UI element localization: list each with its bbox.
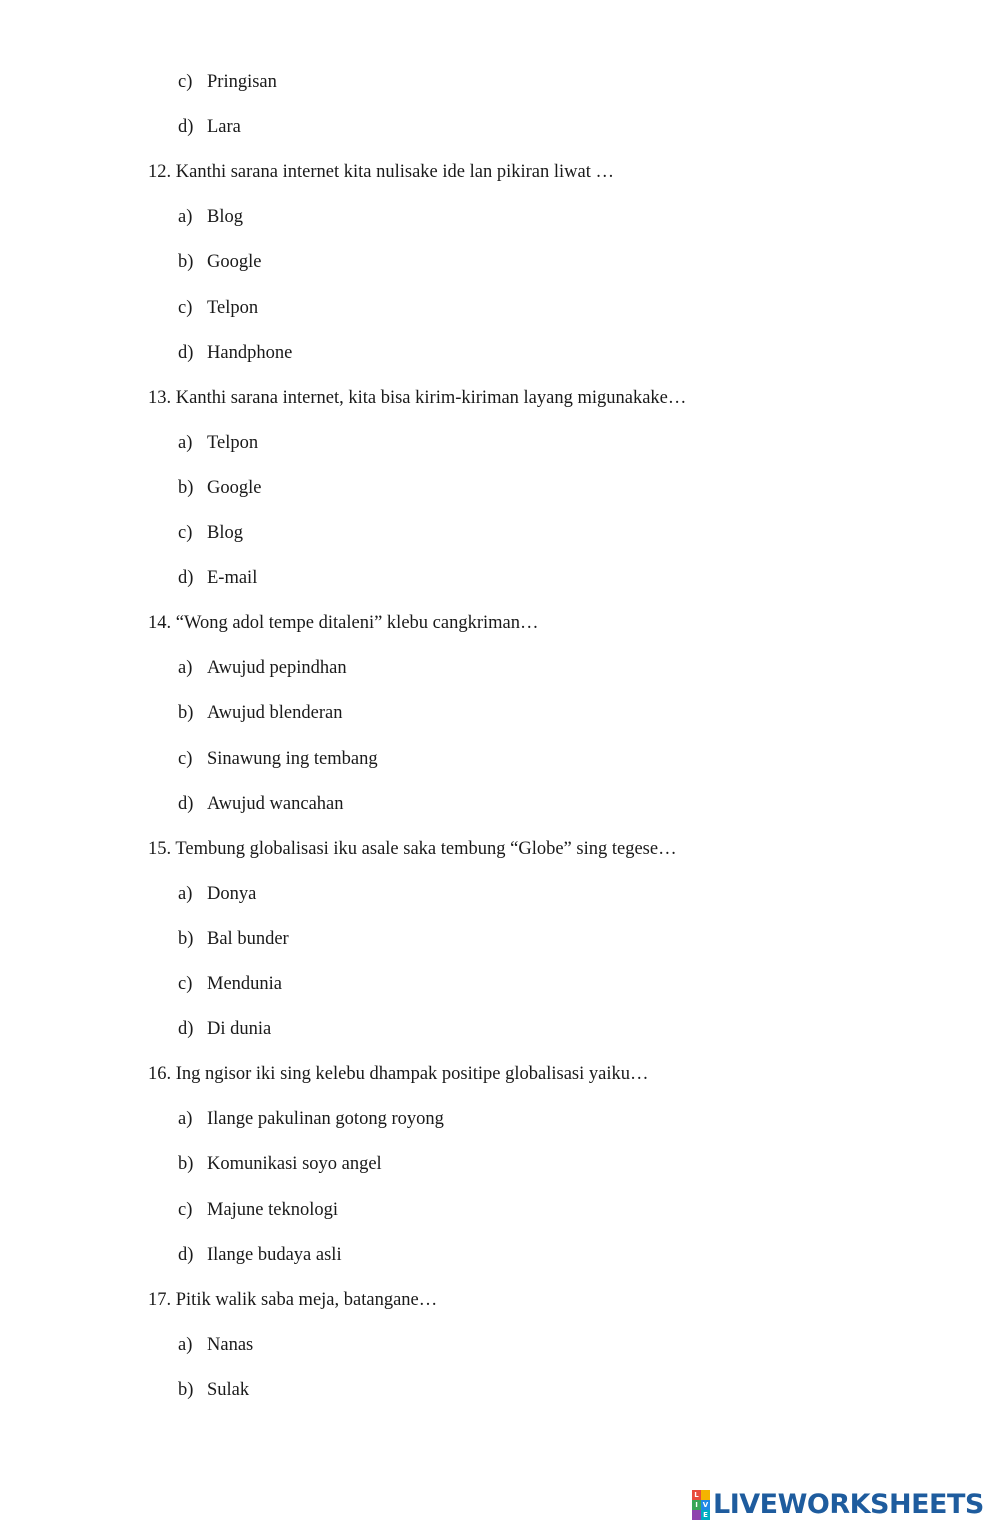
option-text: E-mail [207,568,258,588]
answer-option [178,1018,271,1040]
option-letter: c) [178,974,193,994]
option-letter: b) [178,1380,194,1400]
option-text: Awujud pepindhan [207,658,347,678]
option-text: Blog [207,523,243,543]
option-letter: c) [178,72,193,92]
option-letter: b) [178,1154,194,1174]
answer-option [178,432,258,454]
option-text: Pringisan [207,72,277,92]
option-letter: a) [178,207,193,227]
answer-option [178,297,258,319]
option-text: Blog [207,207,243,227]
answer-option [178,657,347,679]
option-letter: a) [178,1335,193,1355]
option-letter: a) [178,1109,193,1129]
option-letter: c) [178,749,193,769]
answer-option [178,702,342,724]
question-text: 14. “Wong adol tempe ditaleni” klebu cangkriman… [148,613,539,633]
option-text: Telpon [207,298,259,318]
option-text: Majune teknologi [207,1200,339,1220]
option-text: Awujud wancahan [207,794,344,814]
option-text: Sulak [207,1380,250,1400]
option-text: Google [207,252,262,272]
option-letter: c) [178,298,193,318]
logo-icon-cell: V [702,1501,709,1509]
option-letter: c) [178,523,193,543]
answer-option [178,748,378,770]
option-letter: d) [178,343,194,363]
option-text: Bal bunder [207,929,289,949]
answer-option [178,206,243,228]
answer-option [178,973,282,995]
option-letter: b) [178,929,194,949]
answer-option [178,71,277,93]
option-letter: b) [178,478,194,498]
option-letter: a) [178,658,193,678]
option-letter: a) [178,433,193,453]
answer-option [178,522,243,544]
option-text: Telpon [207,433,259,453]
question-text: 16. Ing ngisor iki sing kelebu dhampak positipe globalisasi yaiku… [148,1064,649,1084]
option-letter: d) [178,1245,194,1265]
option-letter: d) [178,117,194,137]
logo-icon-cell [692,1510,701,1520]
option-letter: b) [178,252,194,272]
answer-option [178,477,261,499]
liveworksheets-logo [692,1488,984,1522]
answer-option [178,251,261,273]
answer-option [178,342,292,364]
answer-option [178,116,241,138]
option-text: Nanas [207,1335,254,1355]
answer-option [178,793,344,815]
question-text: 12. Kanthi sarana internet kita nulisake ide lan pikiran liwat … [148,162,614,182]
answer-option [178,1244,342,1266]
question-text: 15. Tembung globalisasi iku asale saka tembung “Globe” sing tegese… [148,839,677,859]
option-text: Google [207,478,262,498]
logo-icon-cell: L [692,1490,701,1500]
option-text: Di dunia [207,1019,272,1039]
answer-option [178,1199,338,1221]
option-text: Donya [207,884,257,904]
option-text: Handphone [207,343,293,363]
answer-option [178,1108,444,1130]
answer-option [178,567,257,589]
option-letter: a) [178,884,193,904]
question-text: 17. Pitik walik saba meja, batangane… [148,1290,438,1310]
option-text: Mendunia [207,974,283,994]
option-text: Awujud blenderan [207,703,343,723]
option-letter: d) [178,1019,194,1039]
option-text: Komunikasi soyo angel [207,1154,382,1174]
option-letter: d) [178,794,194,814]
option-text: Lara [207,117,241,137]
answer-option [178,928,289,950]
logo-icon-cell: I [692,1500,701,1510]
option-text: Sinawung ing tembang [207,749,378,769]
answer-option [178,1153,382,1175]
option-text: Ilange pakulinan gotong royong [207,1109,444,1129]
answer-option [178,1334,253,1356]
answer-option [178,883,256,905]
option-text: Ilange budaya asli [207,1245,342,1265]
liveworksheets-logo-icon [692,1490,710,1520]
option-letter: b) [178,703,194,723]
logo-icon-cell: E [701,1510,710,1520]
logo-text: LIVEWORKSHEETS [713,1489,984,1520]
option-letter: c) [178,1200,193,1220]
option-letter: d) [178,568,194,588]
logo-icon-cell [701,1490,710,1500]
question-text: 13. Kanthi sarana internet, kita bisa kirim-kiriman layang migunakake… [148,388,687,408]
answer-option [178,1379,249,1401]
